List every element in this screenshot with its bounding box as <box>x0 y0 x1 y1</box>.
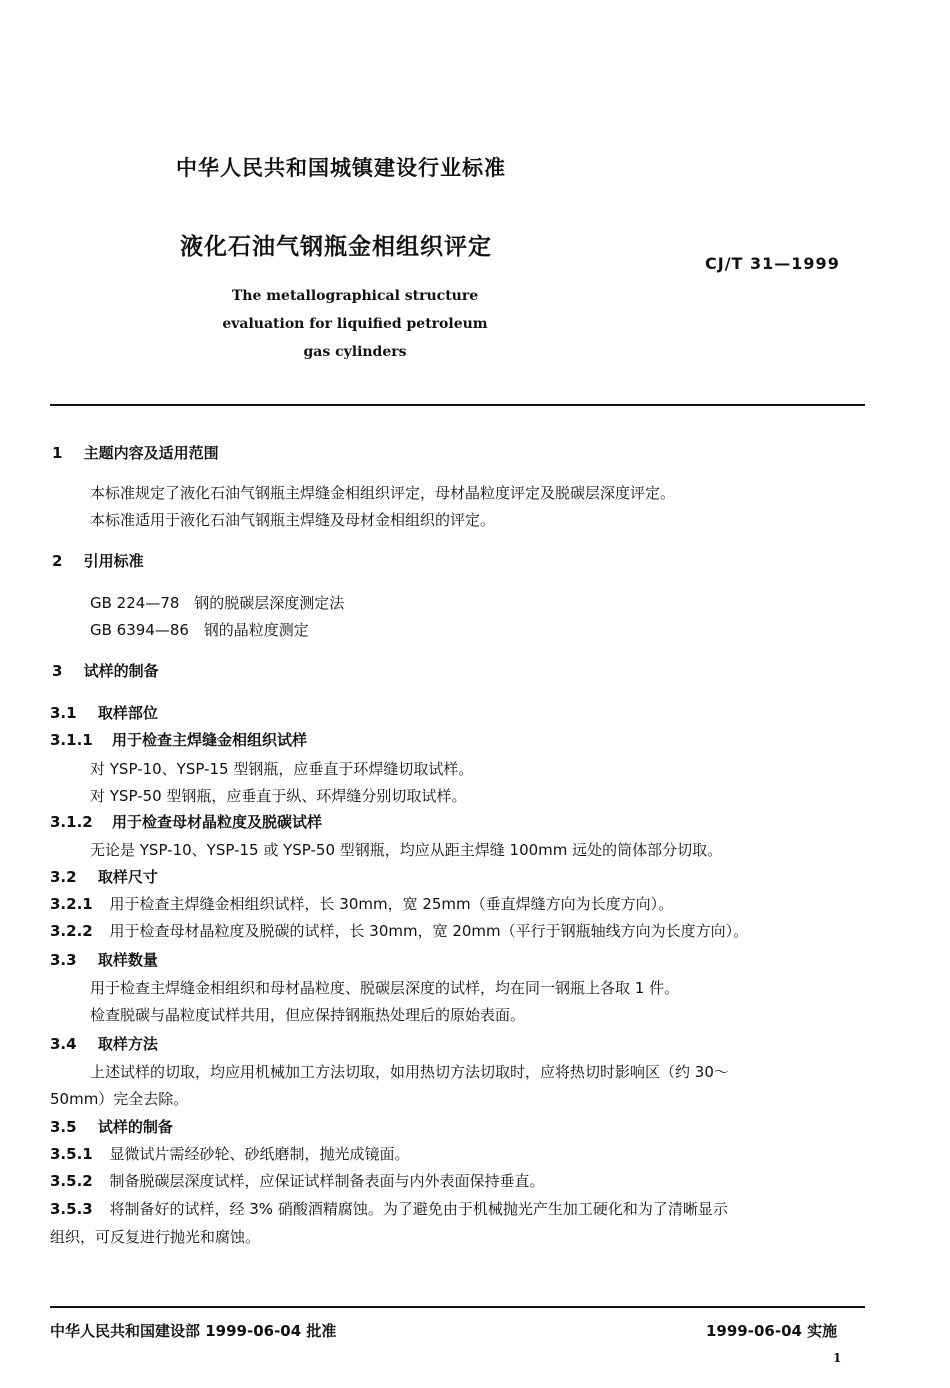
clause-text: 制备脱碳层深度试样，应保证试样制备表面与内外表面保持垂直。 <box>109 1172 545 1190</box>
section-heading-1 <box>52 442 219 463</box>
clause-number: 3.2.2 <box>50 922 93 940</box>
section-number: 3 <box>52 662 63 680</box>
reference-title: 钢的晶粒度测定 <box>203 621 309 639</box>
clause-number: 3.5.3 <box>50 1200 93 1218</box>
standard-org: 中华人民共和国城镇建设行业标准 <box>176 156 506 180</box>
subsection-heading <box>50 949 158 970</box>
numbered-clause <box>50 1198 728 1219</box>
section-title: 取样部位 <box>97 704 158 722</box>
section-number: 3.1.1 <box>50 731 93 749</box>
subsection-heading <box>50 1116 173 1137</box>
paragraph: 本标准规定了液化石油气钢瓶主焊缝金相组织评定，母材晶粒度评定及脱碳层深度评定。 <box>90 484 676 502</box>
subsection-heading <box>50 1033 158 1054</box>
section-title: 试样的制备 <box>83 662 159 680</box>
subsection-heading <box>50 866 158 887</box>
paragraph: 检查脱碳与晶粒度试样共用，但应保持钢瓶热处理后的原始表面。 <box>90 1006 526 1024</box>
section-number: 3.2 <box>50 868 77 886</box>
paragraph-continuation: 50mm）完全去除。 <box>50 1090 189 1108</box>
section-number: 3.5 <box>50 1118 77 1136</box>
section-title: 取样尺寸 <box>97 868 158 886</box>
clause-number: 3.2.1 <box>50 895 93 913</box>
section-number: 3.3 <box>50 951 77 969</box>
clause-text: 将制备好的试样，经 3% 硝酸酒精腐蚀。为了避免由于机械抛光产生加工硬化和为了清晰显示 <box>109 1200 728 1218</box>
reference-code: GB 224—78 <box>90 594 180 612</box>
paragraph: 对 YSP-10、YSP-15 型钢瓶，应垂直于环焊缝切取试样。 <box>90 760 474 778</box>
numbered-clause <box>50 920 748 941</box>
numbered-clause <box>50 1143 410 1164</box>
english-title-line: evaluation for liquified petroleum <box>222 316 488 332</box>
reference-item <box>90 592 344 613</box>
english-title <box>200 282 510 366</box>
document-title: 液化石油气钢瓶金相组织评定 <box>180 234 492 260</box>
section-number: 3.4 <box>50 1035 77 1053</box>
reference-item <box>90 619 309 640</box>
effective-date: 1999-06-04 实施 <box>706 1322 838 1340</box>
paragraph-continuation: 组织，可反复进行抛光和腐蚀。 <box>50 1228 261 1246</box>
issue-info: 中华人民共和国建设部 1999-06-04 批准 <box>50 1322 337 1340</box>
section-title: 主题内容及适用范围 <box>83 444 219 462</box>
paragraph: 无论是 YSP-10、YSP-15 或 YSP-50 型钢瓶，均应从距主焊缝 100mm 远处的筒体部分切取。 <box>90 841 723 859</box>
section-title: 取样数量 <box>97 951 158 969</box>
footer-divider <box>50 1306 865 1308</box>
clause-number: 3.5.2 <box>50 1172 93 1190</box>
reference-code: GB 6394—86 <box>90 621 189 639</box>
reference-title: 钢的脱碳层深度测定法 <box>194 594 345 612</box>
english-title-line: gas cylinders <box>303 344 407 360</box>
header-divider <box>50 404 865 406</box>
section-number: 3.1 <box>50 704 77 722</box>
paragraph: 对 YSP-50 型钢瓶，应垂直于纵、环焊缝分别切取试样。 <box>90 787 467 805</box>
section-number: 3.1.2 <box>50 813 93 831</box>
section-number: 1 <box>52 444 63 462</box>
clause-text: 用于检查母材晶粒度及脱碳的试样，长 30mm，宽 20mm（平行于钢瓶轴线方向为长度方向）。 <box>109 922 749 940</box>
page-number: 1 <box>833 1351 842 1365</box>
numbered-clause <box>50 1170 545 1191</box>
subsection-heading <box>50 729 307 750</box>
standard-code: CJ/T 31—1999 <box>705 254 840 273</box>
section-heading-2 <box>52 550 144 571</box>
section-title: 取样方法 <box>97 1035 158 1053</box>
clause-text: 显微试片需经砂轮、砂纸磨制，抛光成镜面。 <box>109 1145 410 1163</box>
section-title: 用于检查母材晶粒度及脱碳试样 <box>111 813 322 831</box>
paragraph: 本标准适用于液化石油气钢瓶主焊缝及母材金相组织的评定。 <box>90 511 496 529</box>
section-heading-3 <box>52 660 159 681</box>
section-title: 试样的制备 <box>97 1118 173 1136</box>
subsection-heading <box>50 702 158 723</box>
section-number: 2 <box>52 552 63 570</box>
paragraph: 用于检查主焊缝金相组织和母材晶粒度、脱碳层深度的试样，均在同一钢瓶上各取 1 件。 <box>90 979 680 997</box>
numbered-clause <box>50 893 673 914</box>
english-title-line: The metallographical structure <box>231 288 479 304</box>
section-title: 用于检查主焊缝金相组织试样 <box>111 731 307 749</box>
clause-text: 用于检查主焊缝金相组织试样，长 30mm，宽 25mm（垂直焊缝方向为长度方向）。 <box>109 895 674 913</box>
paragraph: 上述试样的切取，均应用机械加工方法切取，如用热切方法切取时，应将热切时影响区（约 30～ <box>90 1063 729 1081</box>
section-title: 引用标准 <box>83 552 144 570</box>
subsection-heading <box>50 811 322 832</box>
clause-number: 3.5.1 <box>50 1145 93 1163</box>
